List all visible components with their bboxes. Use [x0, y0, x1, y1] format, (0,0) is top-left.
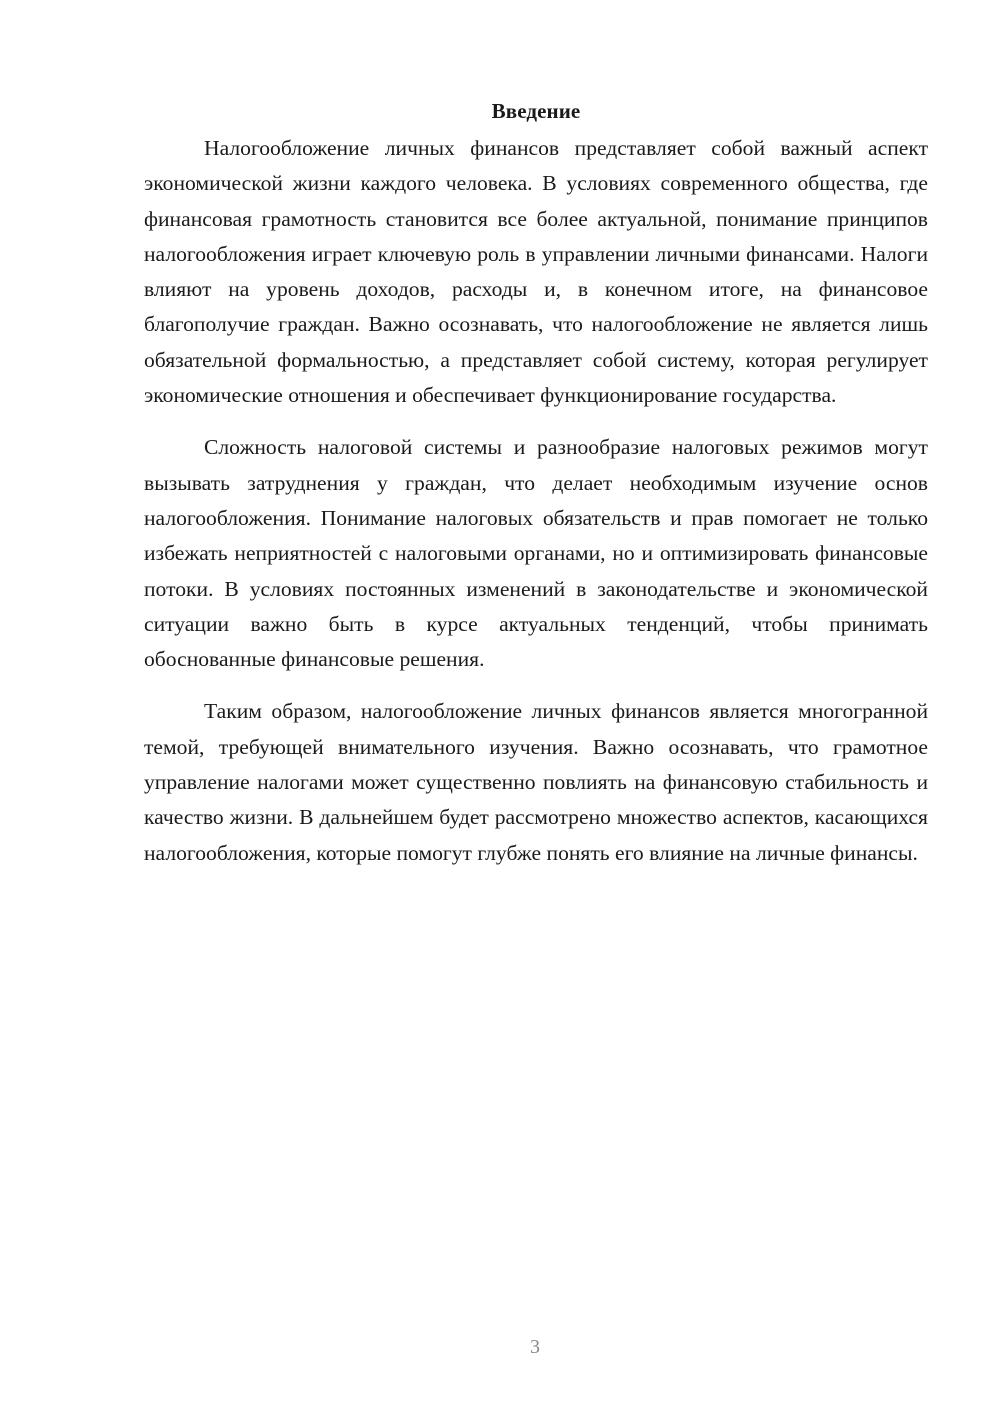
- paragraph-1: Налогообложение личных финансов представляет собой важный аспект экономической жизни каждого человека. В условиях современного общества, где финансовая грамотность становится все более актуальной, понимание принципов налогообложения играет ключевую роль в управлении личными финансами. Налоги влияют на уровень доходов, расходы и, в конечном итоге, на финансовое благополучие граждан. Важно осознавать, что налогообложение не является лишь обязательной формальностью, а представляет собой систему, которая регулирует экономические отношения и обеспечивает функционирование государства.: [144, 136, 928, 408]
- page-number: 3: [530, 1336, 540, 1358]
- paragraph-2: Сложность налоговой системы и разнообразие налоговых режимов могут вызывать затруднения у граждан, что делает необходимым изучение основ налогообложения. Понимание налоговых обязательств и прав помогает не только избежать неприятностей с налоговыми органами, но и оптимизировать финансовые потоки. В условиях постоянных изменений в законодательстве и экономической ситуации важно быть в курсе актуальных тенденций, чтобы принимать обоснованные финансовые решения.: [144, 435, 928, 672]
- paragraph-3: Таким образом, налогообложение личных финансов является многогранной темой, требующей внимательного изучения. Важно осознавать, что грамотное управление налогами может существенно повлиять на финансовую стабильность и качество жизни. В дальнейшем будет рассмотрено множество аспектов, касающихся налогообложения, которые помогут глубже понять его влияние на личные финансы.: [144, 699, 928, 865]
- page-body: [144, 94, 928, 871]
- section-heading: Введение: [491, 99, 581, 123]
